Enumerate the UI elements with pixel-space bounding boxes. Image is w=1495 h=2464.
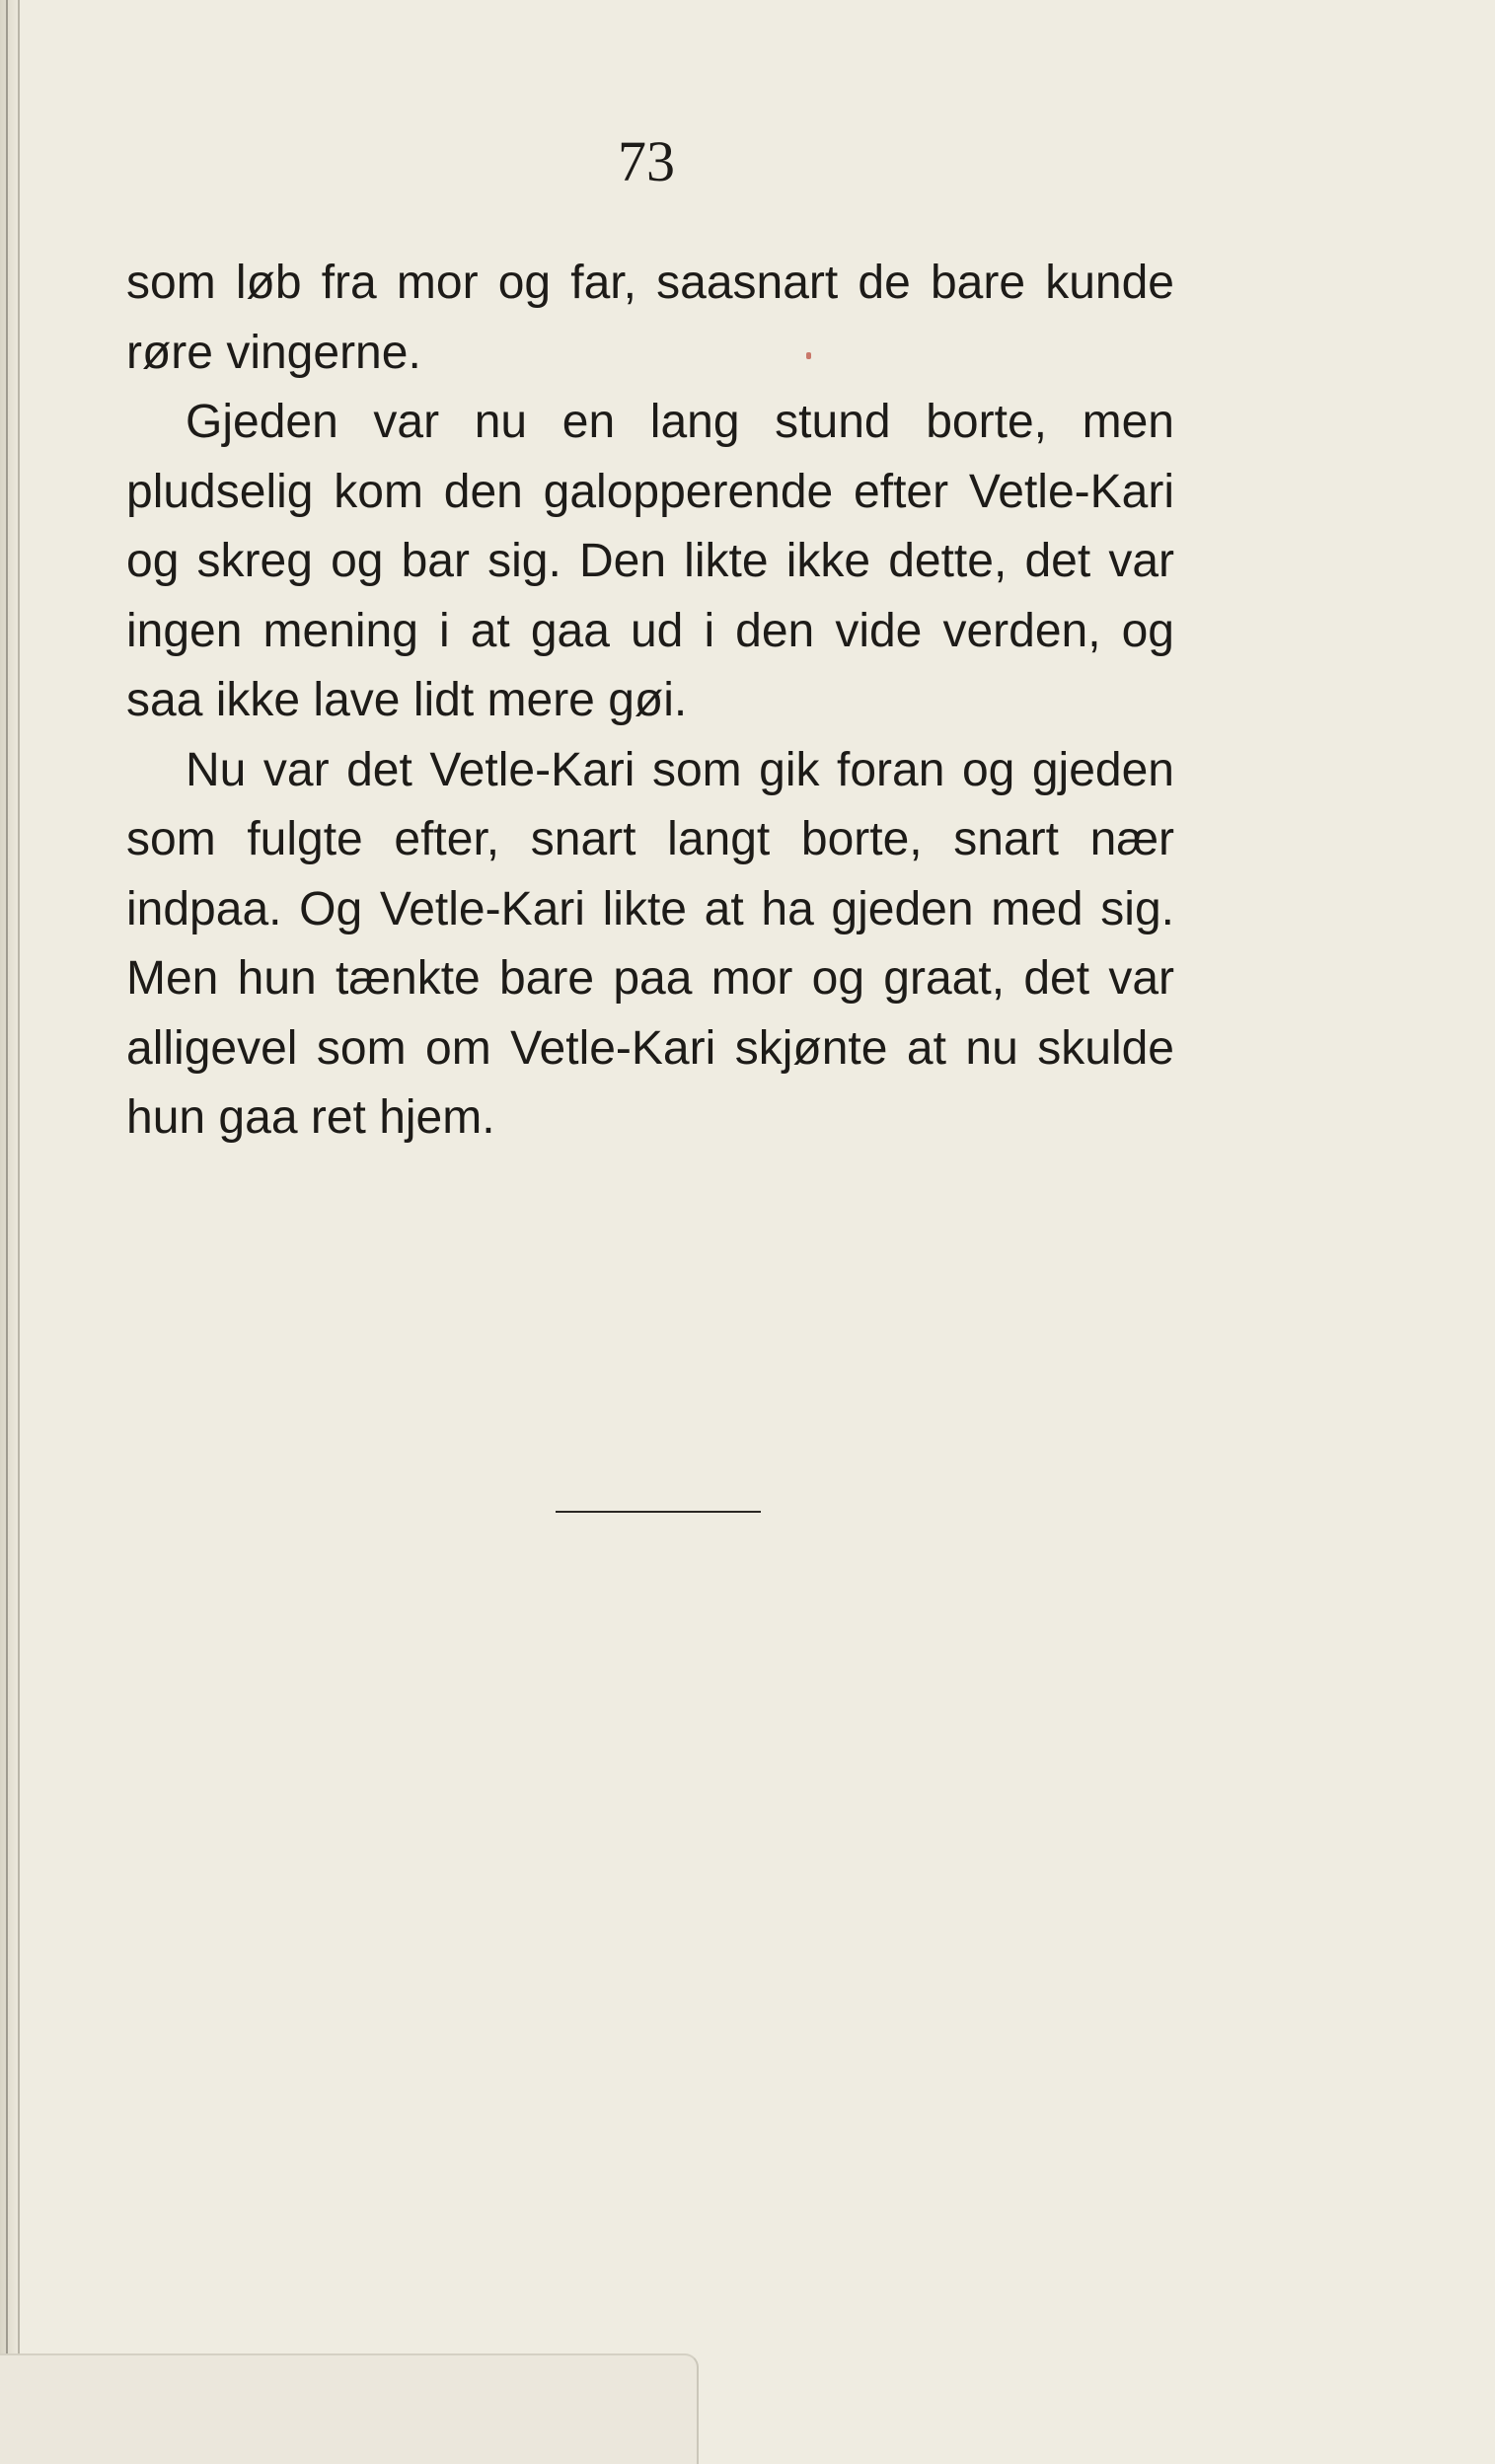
section-divider-rule: [556, 1511, 761, 1513]
page-number: 73: [618, 129, 675, 193]
paragraph-3: Nu var det Vetle-Kari som gik foran og gjeden som fulgte efter, snart langt borte, snart nær indpaa. Og Vetle-Kari likte at ha gjeden med sig. Men hun tænkte bare paa mor og graat, det var alligevel som om Vetle-Kari skjønte at nu skulde hun gaa ret hjem.: [126, 743, 1174, 1144]
binding-line: [6, 0, 8, 2464]
ink-speck: [806, 352, 811, 359]
paper-slip: [0, 2353, 699, 2464]
page-binding-edge: [0, 0, 20, 2464]
paragraph-2: Gjeden var nu en lang stund borte, men pludselig kom den galopperende efter Vetle-Kari og skreg og bar sig. Den likte ikke dette, det var ingen mening i at gaa ud i den vide verden, og saa ikke lave lidt mere gøi.: [126, 396, 1174, 726]
body-text: [126, 249, 1174, 1154]
paragraph-1: som løb fra mor og far, saasnart de bare kunde røre vingerne.: [126, 257, 1174, 379]
